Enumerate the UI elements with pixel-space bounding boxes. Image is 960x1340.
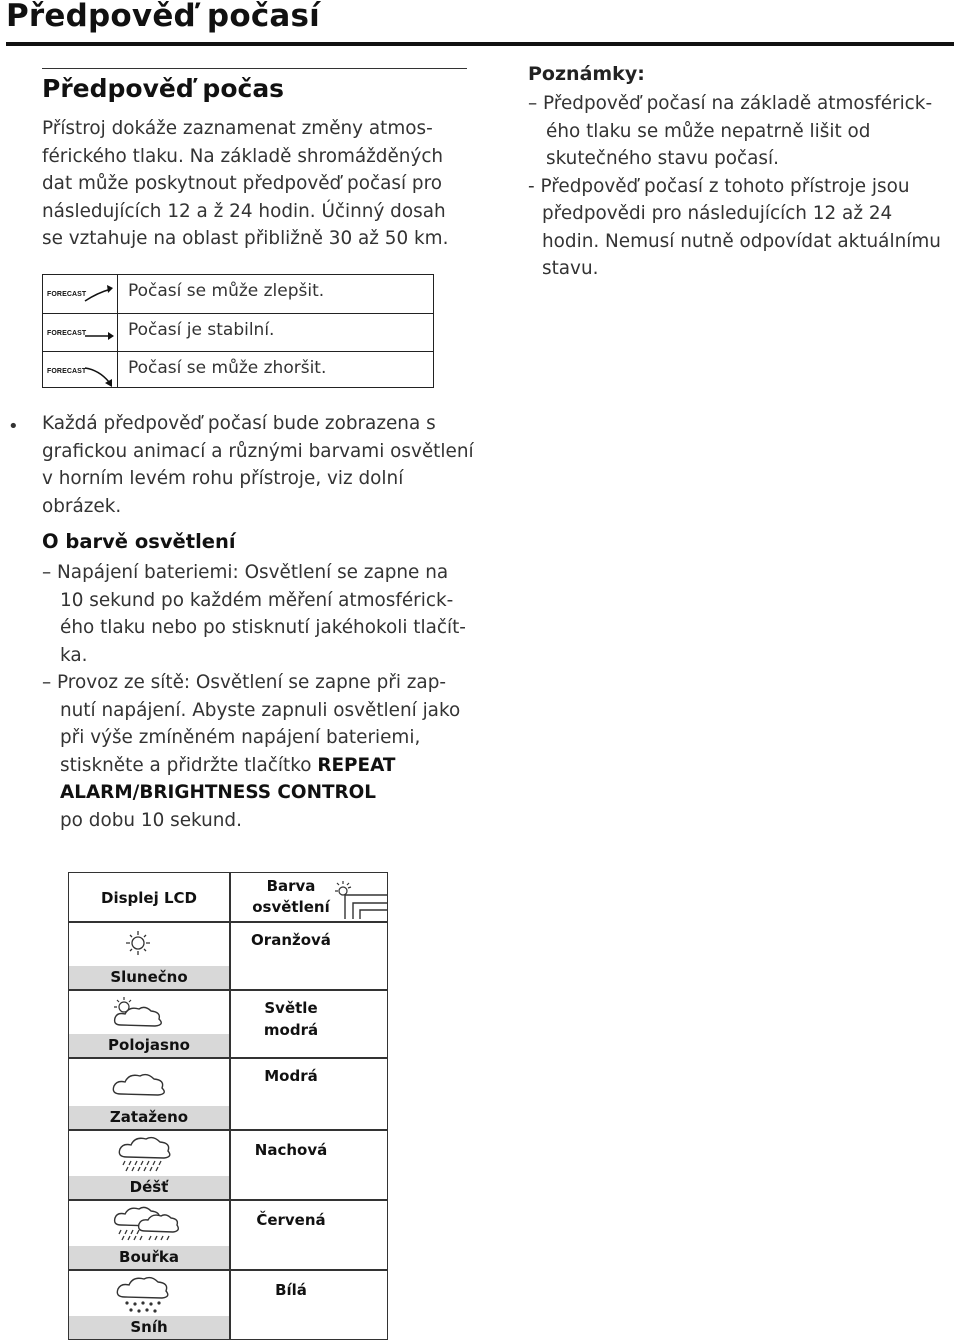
bullet-paragraph: [42, 410, 474, 520]
backlight-text: stiskněte a přidržte tlačítko: [60, 754, 312, 776]
backlight-line: [42, 752, 466, 780]
forecast-row-stable: [43, 313, 433, 352]
backlight-corner-icon: [333, 875, 389, 921]
page-title: Předpověď počasí: [6, 0, 320, 34]
snow-icon: [69, 1273, 229, 1317]
intro-line: Přístroj dokáže zaznamenat změny atmos-: [42, 118, 433, 139]
backlight-line: při výše zmíněném napájení bateriemi,: [60, 727, 421, 748]
table-row-lcd-label: Bouřka: [69, 1246, 229, 1269]
backlight-heading: O barvě osvětlení: [42, 530, 236, 553]
table-row-color-text: Modrá: [264, 1067, 318, 1085]
backlight-line: – Provoz ze sítě: Osvětlení se zapne při zap-: [42, 672, 447, 693]
intro-line: se vztahuje na oblast přibližně 30 až 50 km.: [42, 228, 449, 249]
brightness-keyword: ALARM/BRIGHTNESS CONTROL: [60, 782, 377, 803]
notes-line: – Předpověď počasí na základě atmosférick-: [528, 93, 933, 114]
table-row-lcd-label: Polojasno: [69, 1034, 229, 1057]
bullet-icon: •: [8, 416, 19, 437]
table-row-lcd-label: Slunečno: [69, 966, 229, 989]
table-header-color-text-1: Barva: [266, 877, 316, 895]
table-row-color-text: Světle: [264, 999, 318, 1017]
bullet-line: Každá předpověď počasí bude zobrazena s: [42, 413, 436, 434]
backlight-line: po dobu 10 sekund.: [60, 809, 242, 831]
table-row-color-text: Oranžová: [251, 931, 331, 949]
table-row-lcd-label: Déšť: [69, 1176, 229, 1199]
table-header-color: [230, 872, 388, 922]
table-row-color: [230, 990, 388, 1058]
arrow-right-icon: [81, 320, 115, 346]
sun-icon: [69, 928, 229, 958]
partly-cloudy-icon: [69, 995, 229, 1029]
storm-icon: [69, 1203, 229, 1247]
notes-paragraph: [528, 90, 941, 283]
section-heading: Předpověď počas: [42, 74, 285, 103]
table-header-color-text-2: osvětlení: [252, 898, 330, 916]
intro-line: následujících 12 a ž 24 hodin. Účinný dosah: [42, 200, 446, 222]
title-rule: [6, 42, 954, 46]
table-row-lcd: [68, 1200, 230, 1270]
table-row-lcd-label: Sníh: [69, 1316, 229, 1339]
notes-line: předpovědi pro následujících 12 až 24: [542, 203, 893, 224]
table-header-lcd-text: Displej LCD: [101, 889, 197, 907]
table-row-lcd: [68, 990, 230, 1058]
backlight-line: [42, 779, 466, 807]
table-row-color: [230, 1130, 388, 1200]
backlight-line: nutí napájení. Abyste zapnuli osvětlení jako: [60, 699, 461, 721]
table-row-color-text: Bílá: [275, 1281, 307, 1299]
table-row-color: [230, 1270, 388, 1340]
backlight-line: – Napájení bateriemi: Osvětlení se zapne na: [42, 562, 449, 583]
forecast-label: FORECAST: [47, 291, 87, 298]
bullet-line: obrázek.: [42, 495, 122, 517]
arrow-up-icon: [81, 281, 115, 307]
backlight-line: ého tlaku nebo po stisknutí jakéhokoli tlačít-: [60, 617, 466, 638]
notes-line: hodin. Nemusí nutně odpovídat aktuálnímu: [542, 230, 941, 252]
repeat-keyword: REPEAT: [317, 754, 396, 776]
forecast-row-worsen: [43, 351, 433, 390]
table-row-color: [230, 922, 388, 990]
forecast-text: Počasí se může zhoršit.: [128, 358, 327, 378]
notes-line: skutečného stavu počasí.: [546, 148, 779, 169]
notes-line: - Předpověď počasí z tohoto přístroje jsou: [528, 175, 910, 197]
cloud-icon: [69, 1067, 229, 1097]
table-row-lcd-label: Zataženo: [69, 1106, 229, 1129]
table-row-lcd: [68, 922, 230, 990]
forecast-row-improve: [43, 275, 433, 313]
table-row-color-text: Červená: [256, 1211, 326, 1229]
table-row-color-text: Nachová: [254, 1141, 328, 1159]
forecast-label: FORECAST: [47, 368, 87, 375]
intro-line: férického tlaku. Na základě shromážděných: [42, 145, 444, 167]
table-row-lcd: [68, 1270, 230, 1340]
intro-line: dat může poskytnout předpověď počasí pro: [42, 173, 442, 194]
table-row-lcd: [68, 1058, 230, 1130]
forecast-label: FORECAST: [47, 330, 87, 337]
backlight-paragraph: [42, 559, 466, 834]
table-row-color: [230, 1058, 388, 1130]
column-rule: [42, 68, 467, 69]
table-row-color: [230, 1200, 388, 1270]
arrow-down-icon: [81, 358, 115, 390]
forecast-text: Počasí je stabilní.: [128, 320, 275, 340]
notes-line: stavu.: [542, 258, 599, 279]
table-row-color-text: modrá: [263, 1021, 319, 1039]
bullet-line: grafickou animací a různými barvami osvětlení: [42, 440, 474, 462]
forecast-table: [42, 274, 434, 388]
rain-icon: [69, 1133, 229, 1177]
notes-heading: Poznámky:: [528, 63, 645, 85]
backlight-line: ka.: [60, 644, 88, 666]
intro-paragraph: [42, 115, 448, 253]
table-header-lcd: [68, 872, 230, 922]
backlight-line: 10 sekund po každém měření atmosférick-: [60, 589, 454, 611]
bullet-line: v horním levém rohu přístroje, viz dolní: [42, 468, 404, 489]
notes-line: ého tlaku se může nepatrně lišit od: [546, 120, 871, 142]
table-row-lcd: [68, 1130, 230, 1200]
forecast-text: Počasí se může zlepšit.: [128, 281, 325, 301]
